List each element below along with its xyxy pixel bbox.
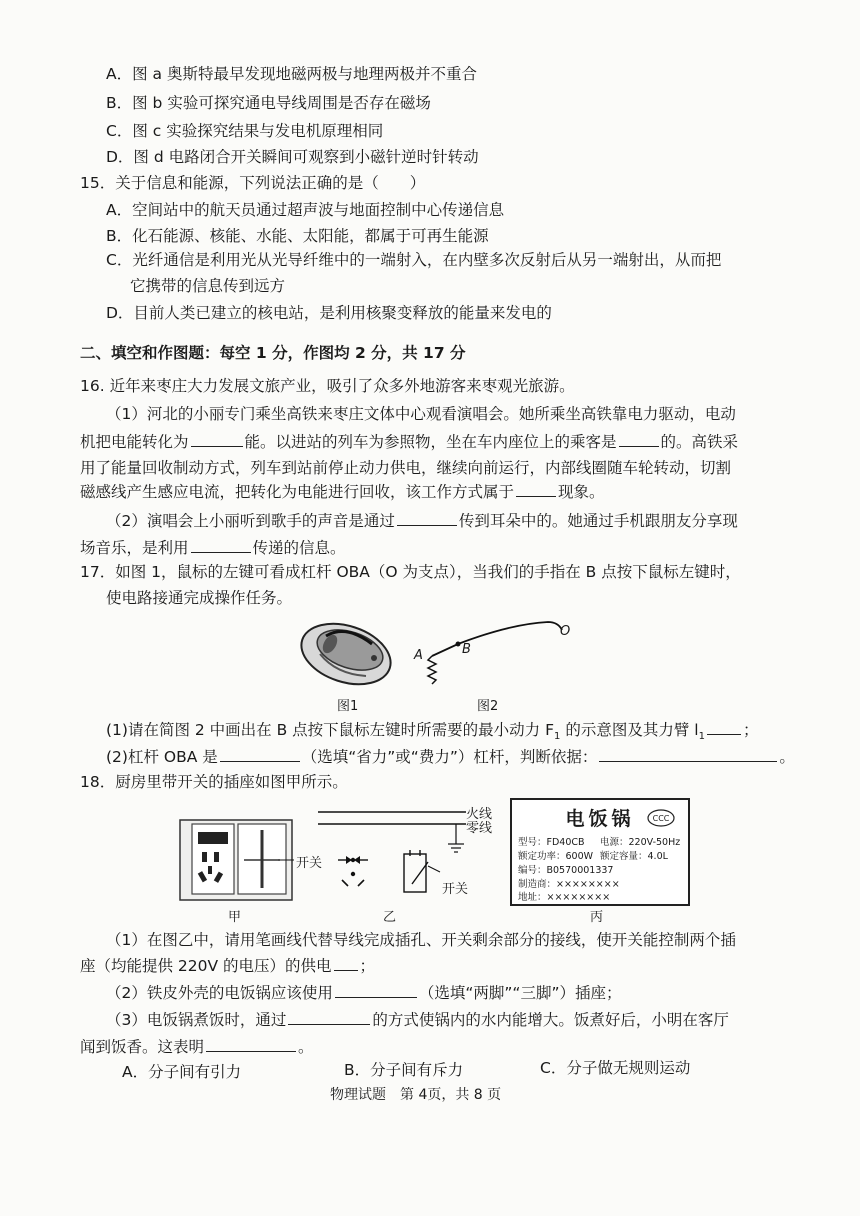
switch-label-jia: 开关 — [296, 856, 323, 871]
answer-blank[interactable] — [191, 538, 251, 553]
page-footer: 物理试题 第 4页，共 8 页 — [330, 1087, 502, 1103]
q17-subq2: (2)杠杆 OBA 是 （选填“省力”或“费力”）杠杆，判断依据： 。 — [106, 748, 795, 766]
q17-stem-line1: 17．如图 1，鼠标的左键可看成杠杆 OBA（O 为支点），当我们的手指在 B 点按下鼠标左键时， — [80, 563, 741, 581]
q16-part2-line1: （2）演唱会上小丽听到歌手的声音是通过 传到耳朵中的。她通过手机跟朋友分享现 — [106, 512, 738, 530]
q17-subq1: (1)请在简图 2 中画出在 B 点按下鼠标左键时所需要的最小动力 $F_1$ 的示意图及其力臂 $l_1$ ； — [106, 721, 759, 743]
q18-subq3-line2: 闻到饭香。这表明 。 — [80, 1038, 314, 1056]
q15-option-b: B．化石能源、核能、水能、太阳能，都属于可再生能源 — [106, 227, 489, 245]
answer-blank[interactable] — [599, 747, 777, 762]
q15-option-c-line2: 它携带的信息传到远方 — [130, 277, 286, 295]
nameplate-title: 电饭锅 — [565, 808, 635, 830]
q14-option-d: D．图 d 电路闭合开关瞬间可观察到小磁针逆时针转动 — [106, 148, 479, 166]
figure-bing-caption: 丙 — [590, 910, 604, 925]
neutral-wire-label: 零线 — [466, 821, 493, 836]
q16-part2-line2: 场音乐，是利用 传递的信息。 — [80, 539, 346, 557]
figure-jia-caption: 甲 — [228, 910, 242, 925]
q14-option-a: A．图 a 奥斯特最早发现地磁两极与地理两极并不重合 — [106, 65, 477, 83]
q15-option-a: A．空间站中的航天员通过超声波与地面控制中心传递信息 — [106, 201, 505, 219]
nameplate-capacity: 额定容量：4.0L — [600, 851, 668, 862]
q18-subq1-line2: 座（均能提供 220V 的电压）的供电 ； — [80, 957, 376, 975]
nameplate-maker: 制造商：×××××××× — [518, 879, 620, 890]
answer-blank[interactable] — [619, 432, 659, 447]
q18-option-c: C．分子做无规则运动 — [540, 1059, 691, 1077]
nameplate-rated-power: 额定功率：600W — [518, 851, 594, 862]
q17-stem-line2: 使电路接通完成操作任务。 — [106, 589, 293, 607]
live-wire-label: 火线 — [466, 807, 493, 822]
point-b-label: B — [462, 642, 471, 657]
q15-stem: 15．关于信息和能源，下列说法正确的是（ ） — [80, 174, 426, 192]
section-heading: 二、填空和作图题：每空 1 分，作图均 2 分，共 17 分 — [80, 344, 466, 362]
nameplate-serial: 编号：B0570001337 — [518, 865, 614, 876]
point-o-label: O — [560, 624, 571, 639]
q16-part1-line4: 磁感线产生感应电流，把转化为电能进行回收，该工作方式属于 现象。 — [80, 483, 605, 501]
answer-blank[interactable] — [288, 1010, 370, 1025]
mouse-figure — [296, 614, 396, 692]
answer-blank[interactable] — [334, 956, 358, 971]
rice-cooker-nameplate — [510, 798, 690, 906]
switch-label-yi: 开关 — [442, 882, 469, 897]
q18-stem: 18．厨房里带开关的插座如图甲所示。 — [80, 773, 348, 791]
answer-blank[interactable] — [191, 432, 243, 447]
q18-subq3-line1: （3）电饭锅煮饭时，通过 的方式使锅内的水内能增大。饭煮好后，小明在客厅 — [106, 1011, 729, 1029]
q18-subq1-line1: （1）在图乙中，请用笔画线代替导线完成插孔、开关剩余部分的接线，使开关能控制两个插 — [106, 931, 736, 949]
q15-option-d: D．目前人类已建立的核电站，是利用核聚变释放的能量来发电的 — [106, 304, 552, 322]
lever-diagram — [410, 618, 580, 690]
q18-option-a: A．分子间有引力 — [122, 1063, 242, 1081]
socket-photo — [178, 818, 298, 902]
q18-subq2: （2）铁皮外壳的电饭锅应该使用 （选填“两脚”“三脚”）插座； — [106, 984, 622, 1002]
answer-blank[interactable] — [707, 720, 741, 735]
q15-option-c-line1: C．光纤通信是利用光从光导纤维中的一端射入，在内壁多次反射后从另一端射出，从而把 — [106, 251, 722, 269]
q14-option-b: B．图 b 实验可探究通电导线周围是否存在磁场 — [106, 94, 431, 112]
nameplate-model: 型号：FD40CB — [518, 837, 585, 848]
q16-stem: 16. 近年来枣庄大力发展文旅产业，吸引了众多外地游客来枣观光旅游。 — [80, 377, 575, 395]
answer-blank[interactable] — [206, 1037, 296, 1052]
q14-option-c: C．图 c 实验探究结果与发电机原理相同 — [106, 122, 384, 140]
q16-part1-line2: 机把电能转化为 能。以进站的列车为参照物，坐在车内座位上的乘客是 的。高铁采 — [80, 433, 739, 451]
figure-yi-caption: 乙 — [383, 910, 397, 925]
answer-blank[interactable] — [397, 511, 457, 526]
svg-text:CCC: CCC — [652, 814, 670, 823]
q16-part1-line1: （1）河北的小丽专门乘坐高铁来枣庄文体中心观看演唱会。她所乘坐高铁靠电力驱动，电动 — [106, 405, 736, 423]
q18-option-b: B．分子间有斥力 — [344, 1061, 464, 1079]
nameplate-power-supply: 电源：220V-50Hz — [600, 837, 681, 848]
nameplate-address: 地址：×××××××× — [518, 892, 611, 903]
answer-blank[interactable] — [335, 983, 417, 998]
figure-2-caption: 图2 — [477, 699, 499, 714]
answer-blank[interactable] — [516, 482, 556, 497]
q16-part1-line3: 用了能量回收制动方式，列车到站前停止动力供电，继续向前运行，内部线圈随车轮转动，切割 — [80, 459, 732, 477]
point-a-label: A — [414, 648, 423, 663]
answer-blank[interactable] — [220, 747, 300, 762]
figure-1-caption: 图1 — [337, 699, 359, 714]
ccc-mark-icon — [646, 808, 676, 828]
